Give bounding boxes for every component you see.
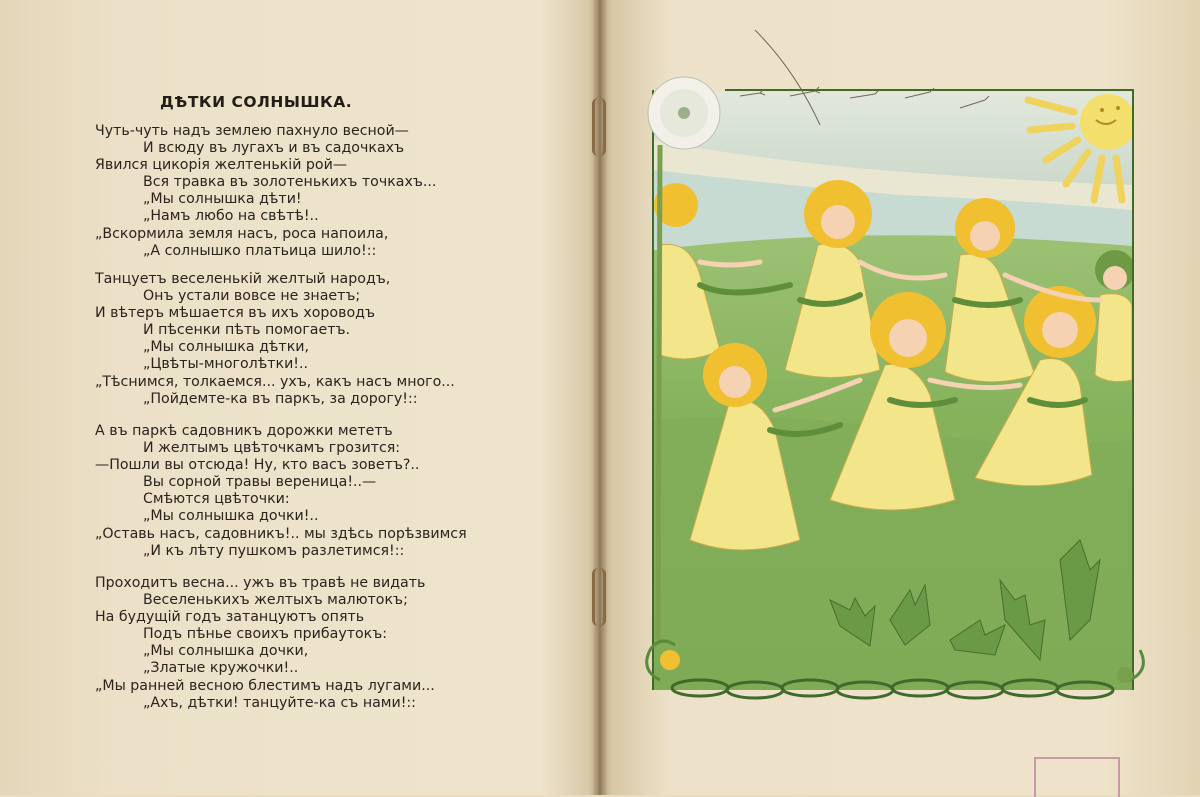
poem-line: „Мы солнышка дѣти!	[143, 191, 302, 208]
poem-line: „Мы солнышка дочки,	[143, 643, 309, 660]
poem-line: „Вскормила земля насъ, роса напоила,	[95, 225, 389, 242]
dandelion-bud-icon	[1117, 667, 1133, 683]
poem-line: „Мы ранней весною блестимъ надъ лугами...	[95, 677, 435, 694]
poem-line: „А солнышко платьица шило!::	[143, 242, 377, 259]
poem-line: „Ахъ, дѣтки! танцуйте-ка съ нами!::	[143, 694, 416, 711]
poem-line: Вы сорной травы вереница!..—	[143, 474, 377, 491]
poem-line: Веселенькихъ желтыхъ малютокъ;	[143, 592, 408, 609]
poem-line: —Пошли вы отсюда! Ну, кто васъ зоветъ?..	[95, 457, 420, 474]
poem-line: И вѣтеръ мѣшается въ ихъ хороводъ	[95, 305, 375, 322]
poem-line: И всюду въ лугахъ и въ садочкахъ	[143, 140, 405, 157]
poem-line: Танцуетъ веселенькій желтый народъ,	[95, 271, 391, 287]
poem-line: „И къ лѣту пушкомъ разлетимся!::	[143, 542, 405, 559]
poem-line: „Пойдемте-ка въ паркъ, за дорогу!::	[143, 390, 418, 407]
poem-line: Онъ устали вовсе не знаетъ;	[143, 288, 361, 305]
poem-line: Подъ пѣнье своихъ прибаутокъ:	[143, 626, 388, 643]
dandelion-bud-icon	[660, 650, 680, 670]
poem-line: А въ паркѣ садовникъ дорожки мететъ	[95, 423, 393, 439]
poem-line: И желтымъ цвѣточкамъ грозится:	[143, 440, 401, 457]
poem-line: „Златые кружочки!..	[143, 660, 299, 677]
poem-line: На будущій годъ затанцуютъ опять	[95, 609, 365, 626]
library-stamp	[1034, 757, 1120, 797]
poem-line: Проходитъ весна... ужъ въ травѣ не видать	[95, 575, 426, 591]
poem-line: Вся травка въ золотенькихъ точкахъ...	[143, 174, 437, 191]
poem-line: „Тѣснимся, толкаемся... ухъ, какъ насъ много...	[95, 373, 455, 390]
dancer	[1095, 250, 1135, 382]
poem-line: Смѣются цвѣточки:	[143, 491, 290, 508]
poem-line: „Намъ любо на свѣтѣ!..	[143, 208, 319, 225]
poem-line: Явился цикорія желтенькій рой—	[95, 157, 348, 174]
poem-line: „Цвѣты-многолѣтки!..	[143, 356, 308, 373]
poem-line: „Мы солнышка дѣтки,	[143, 339, 309, 356]
poem-line: Чуть-чуть надъ землею пахнуло весной—	[95, 123, 409, 139]
poem-title: ДѢТКИ СОЛНЫШКА.	[160, 93, 353, 111]
poem-line: И пѣсенки пѣть помогаетъ.	[143, 322, 350, 339]
poem-line: „Мы солнышка дочки!..	[143, 508, 319, 525]
poem-line: „Оставь насъ, садовникъ!.. мы здѣсь порѣзвимся	[95, 525, 467, 542]
